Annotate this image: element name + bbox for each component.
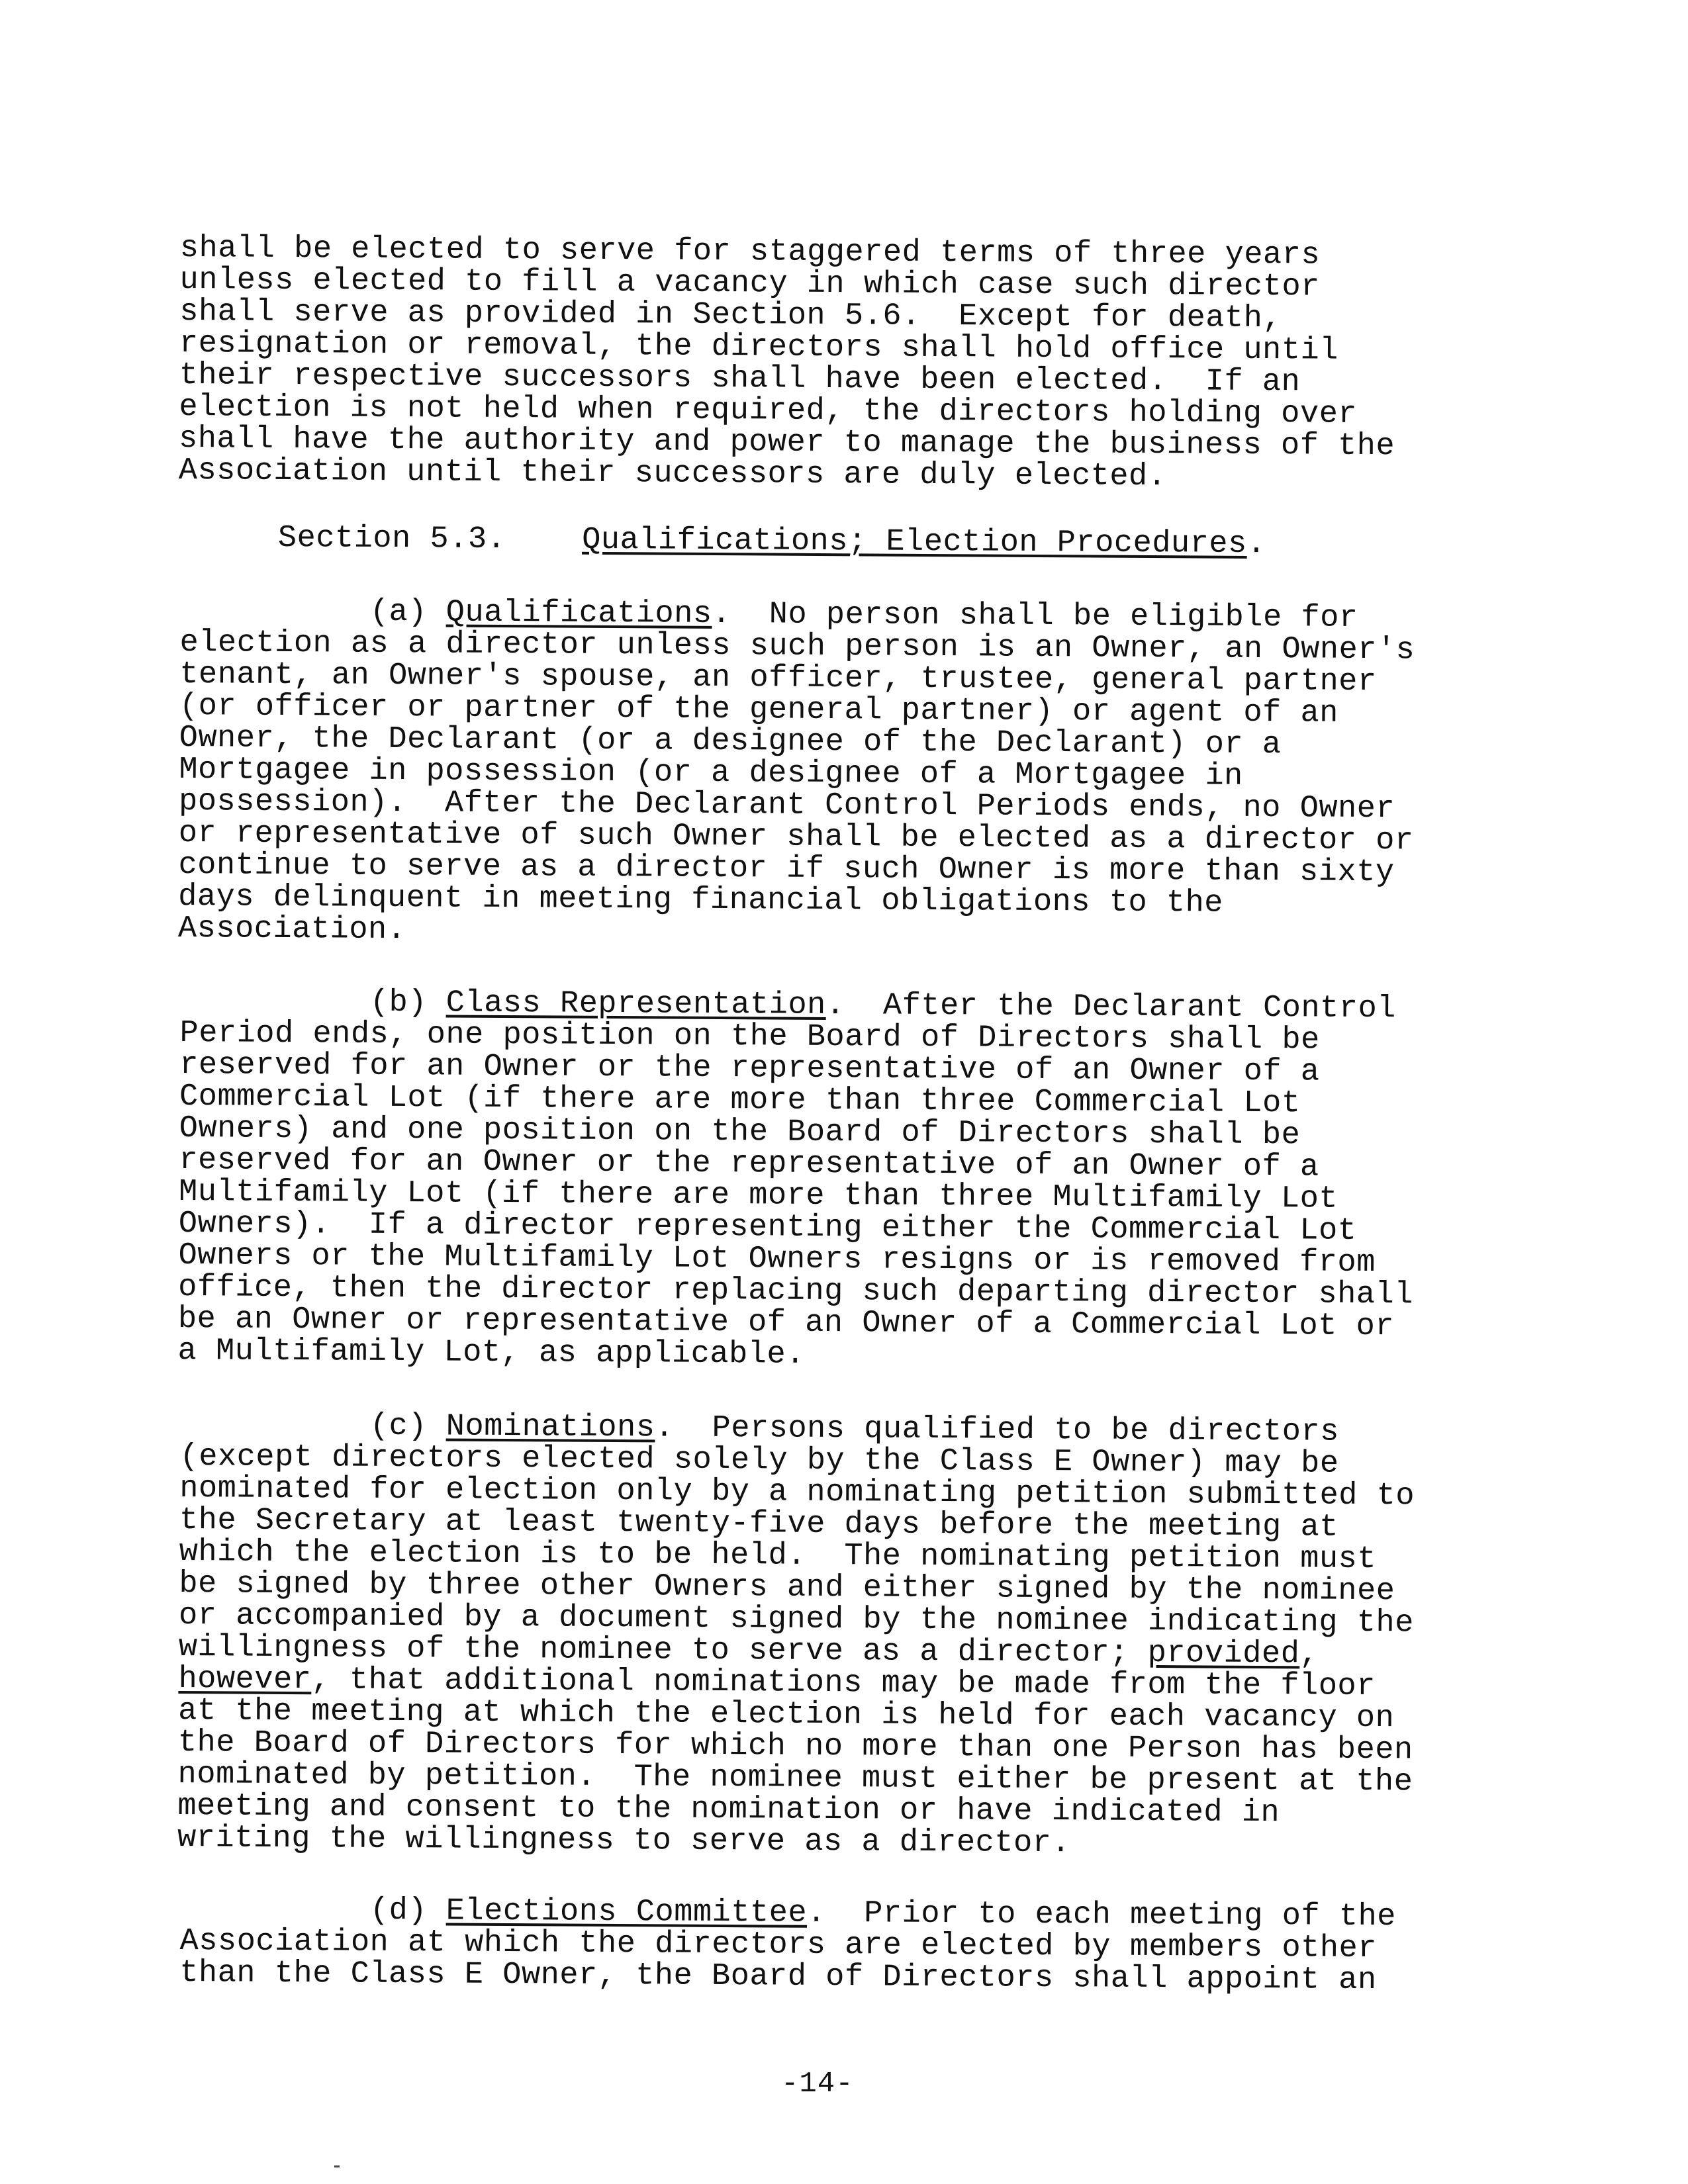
subsection-d <box>179 1894 1464 1997</box>
subsection-marker: (b) <box>369 985 428 1021</box>
text-line: Mortgagee in possession (or a designee of a Mortgagee in <box>179 752 1243 794</box>
text-line: Association until their successors are duly elected. <box>178 453 1167 495</box>
subsection-b <box>177 986 1464 1375</box>
text-line: than the Class E Owner, the Board of Directors shall appoint an <box>179 1955 1377 1999</box>
text-line: at the meeting at which the election is held for each vacancy on <box>178 1693 1395 1737</box>
subsection-first-text: . After the Declarant Control <box>825 987 1397 1027</box>
proviso-word: however <box>178 1661 312 1698</box>
subsection-title: Nominations <box>445 1409 655 1446</box>
text-line: their respective successors shall have been elected. If an <box>179 357 1301 400</box>
text-line: Owners). If a director representing either the Commercial Lot <box>178 1206 1357 1249</box>
text-line: the Board of Directors for which no more than one Person has been <box>177 1725 1413 1768</box>
section-heading <box>278 523 1266 561</box>
text-line: Owner, the Declarant (or a designee of the Declarant) or a <box>179 720 1282 763</box>
subsection-c <box>177 1410 1464 1862</box>
text-line: unless elected to fill a vacancy in which case such director <box>179 262 1320 305</box>
text-fragment: , <box>1299 1637 1319 1672</box>
text-line: (except directors elected solely by the Class E Owner) may be <box>179 1439 1339 1482</box>
text-line: days delinquent in meeting financial obligations to the <box>178 879 1224 921</box>
subsection-title: Elections Committee <box>445 1893 808 1931</box>
text-line: possession). After the Declarant Control Periods ends, no Owner <box>178 784 1395 827</box>
text-line: continue to serve as a director if such Owner is more than sixty <box>178 847 1395 891</box>
subsection-first-text: . Prior to each meeting of the <box>806 1895 1397 1935</box>
text-line: reserved for an Owner or the representative of an Owner of a <box>179 1142 1319 1185</box>
text-line: nominated for election only by a nominating petition submitted to <box>179 1471 1415 1514</box>
text-line: or accompanied by a document signed by the nominee indicating the <box>178 1598 1415 1641</box>
subsection-first-text: . Persons qualified to be directors <box>655 1410 1340 1450</box>
text-line: meeting and consent to the nomination or have indicated in <box>177 1788 1280 1831</box>
section-number: Section 5.3. <box>277 521 506 558</box>
text-line: Owners or the Multifamily Lot Owners resigns or is removed from <box>178 1238 1376 1281</box>
text-line: a Multifamily Lot, as applicable. <box>177 1333 806 1373</box>
text-line: Association. <box>177 911 406 948</box>
text-line: which the election is to be held. The nominating petition must <box>179 1534 1377 1578</box>
text-line: or representative of such Owner shall be elected as a director or <box>178 815 1414 859</box>
text-line: resignation or removal, the directors shall hold office until <box>179 326 1339 369</box>
intro-paragraph <box>179 233 1464 495</box>
text-line: Commercial Lot (if there are more than three Commercial Lot <box>179 1079 1301 1122</box>
text-line: the Secretary at least twenty-five days before the meeting at <box>179 1502 1339 1545</box>
proviso-word: provided <box>1147 1635 1300 1672</box>
scan-mark <box>334 2165 340 2167</box>
subsection-a <box>178 596 1464 953</box>
text-fragment: willingness of the nominee to serve as a director; <box>178 1629 1148 1671</box>
text-line: shall be elected to serve for staggered terms of three years <box>179 231 1321 273</box>
subsection-marker: (c) <box>369 1408 428 1445</box>
text-line: tenant, an Owner's spouse, an officer, trustee, general partner <box>179 657 1377 700</box>
text-line: office, then the director replacing such departing director shall <box>178 1269 1414 1313</box>
text-line: Association at which the directors are elected by members other <box>179 1923 1378 1967</box>
section-title: Qualifications; Election Procedures <box>581 522 1247 562</box>
text-line: be signed by three other Owners and either signed by the nominee <box>179 1566 1395 1610</box>
text-line: writing the willingness to serve as a director. <box>177 1820 1071 1862</box>
text-line: nominated by petition. The nominee must either be present at the <box>177 1756 1413 1800</box>
subsection-marker: (d) <box>369 1893 428 1929</box>
text-line: Multifamily Lot (if there are more than three Multifamily Lot <box>178 1174 1338 1217</box>
text-line: election is not held when required, the directors holding over <box>179 389 1358 432</box>
text-line: election as a director unless such person is an Owner, an Owner's <box>179 625 1415 668</box>
text-line: shall have the authority and power to manage the business of the <box>178 421 1395 465</box>
page-number: -14- <box>781 2068 854 2101</box>
text-line: be an Owner or representative of an Owner of a Commercial Lot or <box>177 1301 1395 1345</box>
subsection-marker: (a) <box>369 594 428 631</box>
subsection-title: Class Representation <box>445 985 826 1023</box>
subsection-title: Qualifications <box>445 595 712 632</box>
text-line: Period ends, one position on the Board of Directors shall be <box>179 1015 1320 1058</box>
text-line: (or officer or partner of the general partner) or agent of an <box>179 688 1339 731</box>
section-title-period: . <box>1246 526 1266 563</box>
text-line: reserved for an Owner or the representative of an Owner of a <box>179 1047 1320 1090</box>
text-line: shall serve as provided in Section 5.6. Except for death, <box>179 294 1282 337</box>
text-line: Owners) and one position on the Board of Directors shall be <box>179 1111 1301 1154</box>
subsection-first-text: . No person shall be eligible for <box>712 596 1358 636</box>
text-fragment: , that additional nominations may be made from the floor <box>311 1662 1376 1705</box>
